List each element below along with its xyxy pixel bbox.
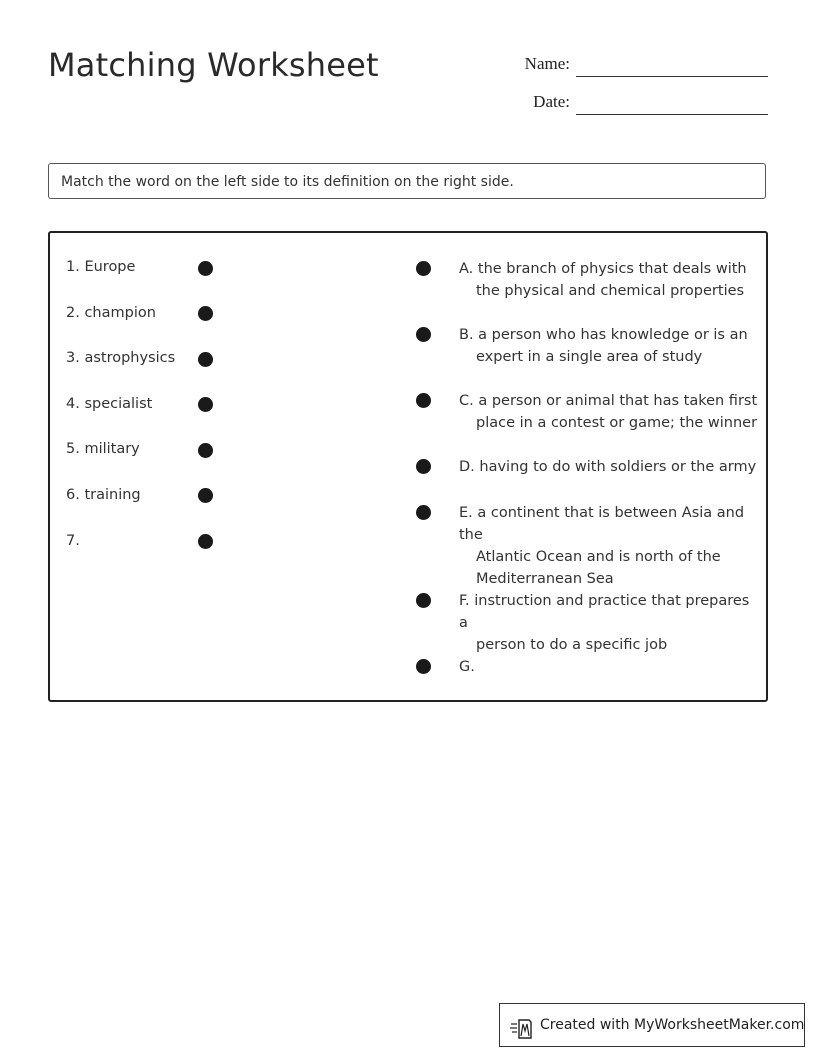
definition-line: Mediterranean Sea	[476, 571, 614, 587]
footer-text: Created with MyWorksheetMaker.com	[540, 1017, 805, 1033]
word-item-5: 5. military	[66, 441, 140, 457]
definition-item-d	[459, 456, 759, 478]
page-title: Matching Worksheet	[48, 46, 379, 84]
definition-item-a	[459, 258, 759, 302]
definition-match-dot-c[interactable]	[416, 393, 431, 408]
word-match-dot-4[interactable]	[198, 397, 213, 412]
definition-match-dot-f[interactable]	[416, 593, 431, 608]
definition-line: the physical and chemical properties	[476, 283, 745, 299]
name-field[interactable]	[576, 76, 768, 77]
definition-line: person to do a specific job	[476, 637, 668, 653]
date-field[interactable]	[576, 114, 768, 115]
word-match-dot-3[interactable]	[198, 352, 213, 367]
definition-item-g	[459, 656, 759, 678]
definition-item-f	[459, 590, 759, 656]
definition-item-e	[459, 502, 759, 590]
definition-line: Atlantic Ocean and is north of the	[476, 549, 721, 565]
word-match-dot-2[interactable]	[198, 306, 213, 321]
definition-line: D. having to do with soldiers or the army	[459, 459, 757, 475]
date-label: Date:	[533, 92, 570, 111]
word-match-dot-6[interactable]	[198, 488, 213, 503]
word-item-3: 3. astrophysics	[66, 350, 176, 366]
worksheet-maker-logo-icon	[510, 1015, 534, 1057]
definition-match-dot-b[interactable]	[416, 327, 431, 342]
definition-line: place in a contest or game; the winner	[476, 415, 758, 431]
word-match-dot-5[interactable]	[198, 443, 213, 458]
definition-line: E. a continent that is between Asia and the	[459, 505, 745, 543]
definition-line: G.	[459, 659, 475, 675]
word-item-4: 4. specialist	[66, 396, 153, 412]
word-item-2: 2. champion	[66, 305, 156, 321]
definition-line: A. the branch of physics that deals with	[459, 261, 747, 277]
definition-match-dot-e[interactable]	[416, 505, 431, 520]
word-item-6: 6. training	[66, 487, 141, 503]
name-label: Name:	[524, 54, 570, 73]
word-match-dot-1[interactable]	[198, 261, 213, 276]
definition-match-dot-a[interactable]	[416, 261, 431, 276]
definition-item-c	[459, 390, 759, 434]
definition-match-dot-g[interactable]	[416, 659, 431, 674]
footer-credit	[499, 1003, 805, 1047]
definition-line: B. a person who has knowledge or is an	[459, 327, 748, 343]
definition-line: expert in a single area of study	[476, 349, 703, 365]
word-item-7: 7.	[66, 533, 80, 549]
definition-line: C. a person or animal that has taken first	[459, 393, 758, 409]
word-match-dot-7[interactable]	[198, 534, 213, 549]
definition-match-dot-d[interactable]	[416, 459, 431, 474]
definition-line: F. instruction and practice that prepares a	[459, 593, 750, 631]
word-item-1: 1. Europe	[66, 259, 136, 275]
instructions-box: Match the word on the left side to its definition on the right side.	[48, 163, 766, 199]
definition-item-b	[459, 324, 759, 368]
